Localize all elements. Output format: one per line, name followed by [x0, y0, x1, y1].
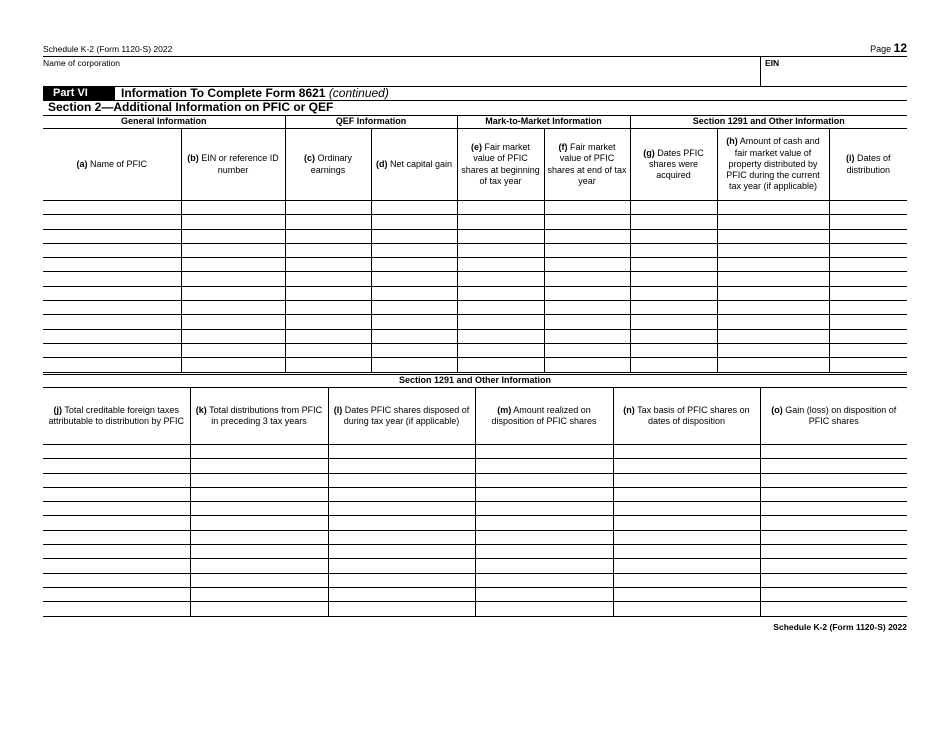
part-title-suffix: (continued) [328, 86, 389, 100]
pfic-info-input-cell[interactable] [829, 229, 907, 243]
pfic-info-input-cell[interactable] [630, 301, 717, 315]
part-title-text: Information To Complete Form 8621 [121, 86, 326, 100]
pfic-info-input-cell[interactable] [285, 272, 371, 286]
pfic-info-input-cell[interactable] [371, 286, 457, 300]
pfic-info-input-cell[interactable] [717, 358, 829, 372]
pfic-info-input-cell[interactable] [544, 229, 630, 243]
pfic-info-input-cell[interactable] [285, 258, 371, 272]
disposition-input-cell[interactable] [328, 530, 475, 544]
col-header-i: (i) Dates of distribution [829, 129, 907, 201]
pfic-info-input-cell[interactable] [457, 329, 544, 343]
disposition-input-cell[interactable] [475, 487, 613, 501]
pfic-info-input-cell[interactable] [371, 329, 457, 343]
pfic-info-row [43, 286, 907, 300]
pfic-info-input-cell[interactable] [544, 301, 630, 315]
pfic-info-input-cell[interactable] [43, 229, 181, 243]
pfic-info-input-cell[interactable] [43, 358, 181, 372]
disposition-table [43, 374, 907, 617]
pfic-info-input-cell[interactable] [43, 201, 181, 215]
disposition-input-cell[interactable] [613, 445, 760, 459]
disposition-input-cell[interactable] [760, 587, 907, 601]
disposition-input-cell[interactable] [760, 459, 907, 473]
pfic-info-input-cell[interactable] [181, 358, 285, 372]
disposition-input-cell[interactable] [43, 445, 190, 459]
disposition-input-cell[interactable] [43, 487, 190, 501]
pfic-info-input-cell[interactable] [43, 329, 181, 343]
disposition-input-cell[interactable] [43, 459, 190, 473]
pfic-info-input-cell[interactable] [457, 201, 544, 215]
pfic-info-input-cell[interactable] [630, 215, 717, 229]
col-header-m: (m) Amount realized on disposition of PFIC shares [475, 388, 613, 445]
pfic-info-row [43, 272, 907, 286]
pfic-info-input-cell[interactable] [285, 286, 371, 300]
group-section-1291: Section 1291 and Other Information [630, 116, 907, 129]
disposition-input-cell[interactable] [190, 516, 328, 530]
pfic-info-input-cell[interactable] [181, 258, 285, 272]
pfic-info-input-cell[interactable] [544, 243, 630, 257]
pfic-info-input-cell[interactable] [457, 315, 544, 329]
disposition-input-cell[interactable] [760, 516, 907, 530]
disposition-input-cell[interactable] [760, 473, 907, 487]
pfic-info-row [43, 315, 907, 329]
col-header-o: (o) Gain (loss) on disposition of PFIC shares [760, 388, 907, 445]
ein-field[interactable] [761, 57, 907, 86]
section-title: Section 2—Additional Information on PFIC or QEF [48, 100, 334, 114]
col-header-d: (d) Net capital gain [371, 129, 457, 201]
pfic-info-input-cell[interactable] [544, 201, 630, 215]
pfic-info-input-cell[interactable] [717, 301, 829, 315]
pfic-info-input-cell[interactable] [181, 301, 285, 315]
pfic-info-row [43, 301, 907, 315]
corporation-name-field[interactable] [43, 57, 760, 86]
disposition-input-cell[interactable] [43, 473, 190, 487]
pfic-info-input-cell[interactable] [285, 343, 371, 357]
pfic-info-input-cell[interactable] [717, 343, 829, 357]
col-header-f: (f) Fair market value of PFIC shares at end of tax year [544, 129, 630, 201]
pfic-info-row [43, 201, 907, 215]
pfic-info-input-cell[interactable] [829, 315, 907, 329]
pfic-info-input-cell[interactable] [829, 286, 907, 300]
pfic-info-input-cell[interactable] [457, 229, 544, 243]
pfic-info-input-cell[interactable] [717, 329, 829, 343]
pfic-info-input-cell[interactable] [630, 243, 717, 257]
pfic-info-input-cell[interactable] [829, 329, 907, 343]
pfic-info-input-cell[interactable] [43, 258, 181, 272]
pfic-info-input-cell[interactable] [630, 272, 717, 286]
pfic-info-input-cell[interactable] [285, 301, 371, 315]
pfic-info-input-cell[interactable] [371, 258, 457, 272]
pfic-info-input-cell[interactable] [371, 315, 457, 329]
pfic-info-input-cell[interactable] [544, 258, 630, 272]
disposition-input-cell[interactable] [190, 530, 328, 544]
pfic-info-input-cell[interactable] [181, 329, 285, 343]
disposition-input-cell[interactable] [475, 473, 613, 487]
col-header-h: (h) Amount of cash and fair market value of property distributed by PFIC during the current tax year (if applicable) [717, 129, 829, 201]
disposition-input-cell[interactable] [328, 587, 475, 601]
pfic-info-input-cell[interactable] [371, 229, 457, 243]
col-header-j: (j) Total creditable foreign taxes attributable to distribution by PFIC [43, 388, 190, 445]
disposition-input-cell[interactable] [328, 602, 475, 616]
pfic-info-input-cell[interactable] [717, 215, 829, 229]
disposition-input-cell[interactable] [328, 559, 475, 573]
pfic-info-input-cell[interactable] [829, 343, 907, 357]
pfic-info-input-cell[interactable] [829, 301, 907, 315]
pfic-info-row [43, 243, 907, 257]
disposition-input-cell[interactable] [760, 502, 907, 516]
pfic-info-input-cell[interactable] [544, 315, 630, 329]
pfic-info-row [43, 329, 907, 343]
pfic-info-input-cell[interactable] [43, 301, 181, 315]
disposition-input-cell[interactable] [613, 502, 760, 516]
disposition-rows [43, 445, 907, 617]
disposition-input-cell[interactable] [760, 545, 907, 559]
part-title [121, 86, 389, 100]
pfic-info-row [43, 258, 907, 272]
pfic-info-input-cell[interactable] [717, 315, 829, 329]
disposition-input-cell[interactable] [613, 487, 760, 501]
pfic-info-input-cell[interactable] [371, 243, 457, 257]
disposition-input-cell[interactable] [613, 573, 760, 587]
disposition-input-cell[interactable] [613, 473, 760, 487]
col-header-k: (k) Total distributions from PFIC in preceding 3 tax years [190, 388, 328, 445]
pfic-info-input-cell[interactable] [544, 343, 630, 357]
pfic-info-input-cell[interactable] [285, 315, 371, 329]
disposition-input-cell[interactable] [328, 545, 475, 559]
pfic-info-input-cell[interactable] [630, 315, 717, 329]
pfic-info-row [43, 343, 907, 357]
pfic-info-input-cell[interactable] [181, 272, 285, 286]
disposition-input-cell[interactable] [190, 573, 328, 587]
pfic-info-input-cell[interactable] [457, 343, 544, 357]
pfic-info-input-cell[interactable] [371, 201, 457, 215]
pfic-info-input-cell[interactable] [43, 315, 181, 329]
pfic-info-input-cell[interactable] [285, 201, 371, 215]
pfic-info-input-cell[interactable] [285, 358, 371, 372]
group-section-1291-other: Section 1291 and Other Information [43, 375, 907, 388]
disposition-input-cell[interactable] [613, 530, 760, 544]
disposition-input-cell[interactable] [43, 602, 190, 616]
pfic-info-input-cell[interactable] [457, 358, 544, 372]
pfic-info-input-cell[interactable] [630, 329, 717, 343]
disposition-input-cell[interactable] [475, 445, 613, 459]
pfic-info-input-cell[interactable] [544, 329, 630, 343]
disposition-input-cell[interactable] [760, 573, 907, 587]
disposition-input-cell[interactable] [328, 445, 475, 459]
pfic-info-input-cell[interactable] [717, 272, 829, 286]
pfic-info-input-cell[interactable] [285, 243, 371, 257]
pfic-info-input-cell[interactable] [43, 243, 181, 257]
group-general-information: General Information [43, 116, 285, 129]
disposition-input-cell[interactable] [190, 473, 328, 487]
disposition-input-cell[interactable] [190, 545, 328, 559]
disposition-input-cell[interactable] [43, 516, 190, 530]
disposition-row [43, 502, 907, 516]
pfic-info-input-cell[interactable] [829, 243, 907, 257]
disposition-input-cell[interactable] [613, 587, 760, 601]
pfic-info-input-cell[interactable] [43, 343, 181, 357]
pfic-info-input-cell[interactable] [181, 215, 285, 229]
group-qef-information: QEF Information [285, 116, 457, 129]
pfic-info-input-cell[interactable] [285, 229, 371, 243]
disposition-input-cell[interactable] [760, 487, 907, 501]
form-name-header: Schedule K-2 (Form 1120-S) 2022 [43, 44, 173, 54]
disposition-input-cell[interactable] [475, 516, 613, 530]
col-header-g: (g) Dates PFIC shares were acquired [630, 129, 717, 201]
pfic-info-input-cell[interactable] [371, 272, 457, 286]
disposition-row [43, 602, 907, 616]
disposition-row [43, 459, 907, 473]
pfic-info-input-cell[interactable] [371, 343, 457, 357]
pfic-info-input-cell[interactable] [829, 215, 907, 229]
pfic-info-input-cell[interactable] [457, 243, 544, 257]
page-indicator [870, 41, 907, 55]
disposition-input-cell[interactable] [328, 502, 475, 516]
page-number: 12 [893, 41, 907, 55]
disposition-input-cell[interactable] [475, 459, 613, 473]
disposition-input-cell[interactable] [475, 573, 613, 587]
pfic-info-input-cell[interactable] [457, 272, 544, 286]
pfic-info-input-cell[interactable] [181, 201, 285, 215]
pfic-info-row [43, 229, 907, 243]
disposition-input-cell[interactable] [43, 573, 190, 587]
disposition-input-cell[interactable] [190, 587, 328, 601]
disposition-input-cell[interactable] [43, 559, 190, 573]
disposition-input-cell[interactable] [43, 587, 190, 601]
disposition-input-cell[interactable] [190, 445, 328, 459]
pfic-info-input-cell[interactable] [285, 215, 371, 229]
pfic-info-input-cell[interactable] [829, 358, 907, 372]
form-name-footer: Schedule K-2 (Form 1120-S) 2022 [773, 622, 907, 632]
disposition-row [43, 445, 907, 459]
pfic-info-input-cell[interactable] [717, 229, 829, 243]
group-mark-to-market: Mark-to-Market Information [457, 116, 630, 129]
pfic-info-input-cell[interactable] [181, 286, 285, 300]
disposition-row [43, 487, 907, 501]
col-header-c: (c) Ordinary earnings [285, 129, 371, 201]
disposition-input-cell[interactable] [190, 602, 328, 616]
pfic-info-input-cell[interactable] [181, 229, 285, 243]
disposition-row [43, 545, 907, 559]
pfic-info-input-cell[interactable] [371, 358, 457, 372]
disposition-input-cell[interactable] [328, 473, 475, 487]
disposition-input-cell[interactable] [475, 587, 613, 601]
pfic-info-input-cell[interactable] [544, 215, 630, 229]
disposition-input-cell[interactable] [613, 459, 760, 473]
disposition-input-cell[interactable] [475, 530, 613, 544]
pfic-info-input-cell[interactable] [43, 286, 181, 300]
disposition-row [43, 473, 907, 487]
disposition-input-cell[interactable] [190, 487, 328, 501]
pfic-info-input-cell[interactable] [544, 358, 630, 372]
pfic-info-input-cell[interactable] [457, 286, 544, 300]
disposition-input-cell[interactable] [328, 516, 475, 530]
pfic-info-input-cell[interactable] [630, 258, 717, 272]
pfic-info-row [43, 215, 907, 229]
pfic-info-input-cell[interactable] [630, 229, 717, 243]
disposition-input-cell[interactable] [475, 602, 613, 616]
disposition-input-cell[interactable] [760, 559, 907, 573]
col-header-n: (n) Tax basis of PFIC shares on dates of disposition [613, 388, 760, 445]
disposition-input-cell[interactable] [475, 545, 613, 559]
pfic-info-input-cell[interactable] [829, 258, 907, 272]
pfic-info-input-cell[interactable] [285, 329, 371, 343]
disposition-input-cell[interactable] [613, 559, 760, 573]
disposition-input-cell[interactable] [190, 559, 328, 573]
pfic-info-input-cell[interactable] [829, 272, 907, 286]
pfic-info-input-cell[interactable] [371, 301, 457, 315]
col-header-b: (b) EIN or reference ID number [181, 129, 285, 201]
disposition-input-cell[interactable] [328, 573, 475, 587]
pfic-info-input-cell[interactable] [829, 201, 907, 215]
disposition-input-cell[interactable] [43, 530, 190, 544]
pfic-info-input-cell[interactable] [630, 358, 717, 372]
pfic-info-input-cell[interactable] [43, 272, 181, 286]
pfic-info-input-cell[interactable] [457, 258, 544, 272]
pfic-info-row [43, 358, 907, 372]
pfic-info-input-cell[interactable] [181, 243, 285, 257]
disposition-row [43, 559, 907, 573]
disposition-input-cell[interactable] [475, 502, 613, 516]
disposition-row [43, 530, 907, 544]
pfic-info-input-cell[interactable] [371, 215, 457, 229]
pfic-info-input-cell[interactable] [544, 272, 630, 286]
pfic-info-input-cell[interactable] [544, 286, 630, 300]
disposition-input-cell[interactable] [760, 445, 907, 459]
part-badge: Part VI [43, 87, 115, 100]
page-label: Page [870, 44, 892, 54]
ein-label: EIN [765, 58, 780, 68]
corporation-name-label: Name of corporation [43, 58, 121, 68]
pfic-info-table [43, 116, 907, 373]
disposition-input-cell[interactable] [43, 545, 190, 559]
col-header-a: (a) Name of PFIC [43, 129, 181, 201]
col-header-l: (l) Dates PFIC shares disposed of during tax year (if applicable) [328, 388, 475, 445]
disposition-input-cell[interactable] [190, 459, 328, 473]
pfic-info-input-cell[interactable] [630, 343, 717, 357]
pfic-info-input-cell[interactable] [630, 286, 717, 300]
pfic-info-input-cell[interactable] [457, 301, 544, 315]
disposition-input-cell[interactable] [760, 602, 907, 616]
pfic-info-input-cell[interactable] [717, 286, 829, 300]
disposition-input-cell[interactable] [190, 502, 328, 516]
disposition-row [43, 587, 907, 601]
disposition-input-cell[interactable] [613, 516, 760, 530]
pfic-info-input-cell[interactable] [181, 343, 285, 357]
pfic-info-input-cell[interactable] [717, 258, 829, 272]
disposition-input-cell[interactable] [328, 487, 475, 501]
disposition-row [43, 516, 907, 530]
pfic-info-input-cell[interactable] [717, 201, 829, 215]
disposition-input-cell[interactable] [475, 559, 613, 573]
disposition-input-cell[interactable] [613, 545, 760, 559]
disposition-input-cell[interactable] [613, 602, 760, 616]
disposition-row [43, 573, 907, 587]
pfic-info-input-cell[interactable] [43, 215, 181, 229]
pfic-info-rows [43, 201, 907, 373]
disposition-input-cell[interactable] [328, 459, 475, 473]
disposition-input-cell[interactable] [760, 530, 907, 544]
pfic-info-input-cell[interactable] [181, 315, 285, 329]
pfic-info-input-cell[interactable] [630, 201, 717, 215]
pfic-info-input-cell[interactable] [717, 243, 829, 257]
col-header-e: (e) Fair market value of PFIC shares at beginning of tax year [457, 129, 544, 201]
pfic-info-input-cell[interactable] [457, 215, 544, 229]
disposition-input-cell[interactable] [43, 502, 190, 516]
